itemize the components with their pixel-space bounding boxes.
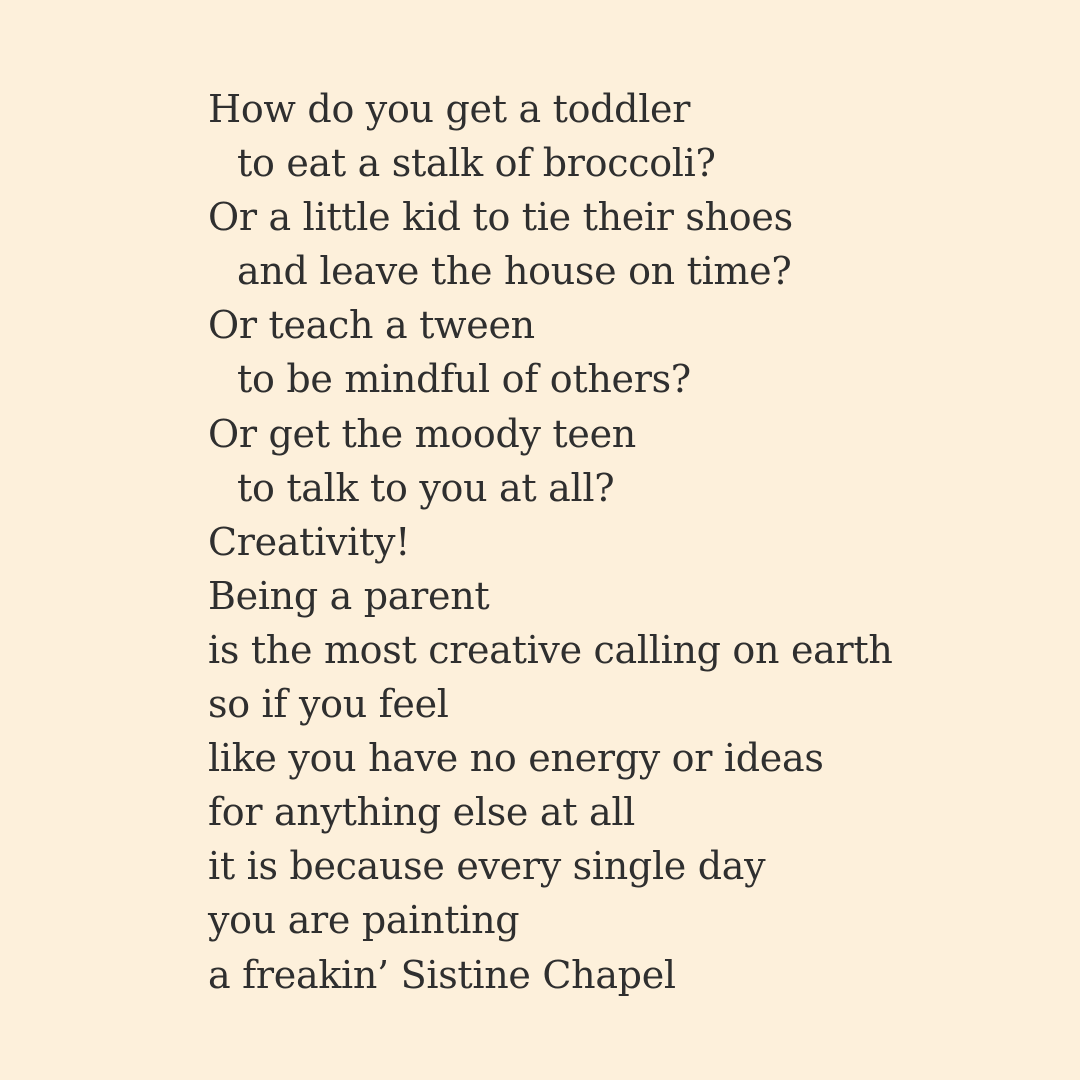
poem-line: a freakin’ Sistine Chapel [208,952,676,997]
poem-line: is the most creative calling on earth [208,627,893,672]
poem-line: you are painting [208,898,520,943]
poem-line: Being a parent [208,573,490,618]
poem-line: Or get the moody teen [208,411,636,456]
poem-line: Or teach a tween [208,303,535,348]
poem-line: for anything else at all [208,790,636,835]
poem-line: Or a little kid to tie their shoes [208,195,793,240]
poem-line: and leave the house on time? [237,249,792,294]
poem-line: to eat a stalk of broccoli? [237,141,716,186]
poem-line: to talk to you at all? [237,465,615,510]
poem-line: it is because every single day [208,844,766,889]
poem-line: How do you get a toddler [208,87,691,131]
poem [208,82,1028,1002]
poem-line: Creativity! [208,519,411,564]
poem-line: to be mindful of others? [237,357,691,402]
poem-line: like you have no energy or ideas [208,736,824,781]
poem-line: so if you feel [208,682,449,727]
